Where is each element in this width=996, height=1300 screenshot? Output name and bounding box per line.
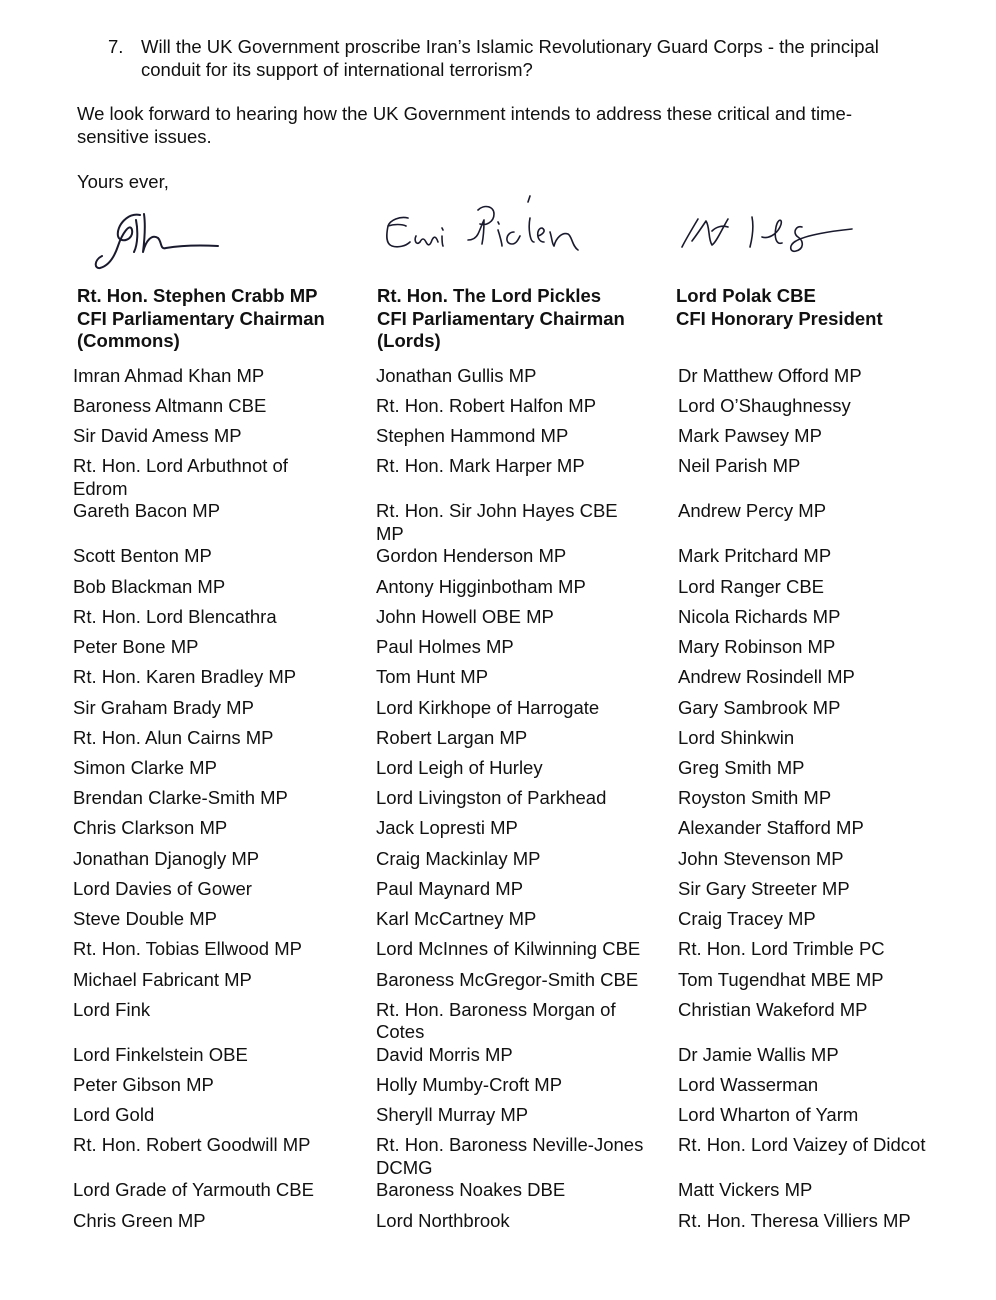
signatory-title: CFI Parliamentary Chairman bbox=[77, 307, 325, 329]
co-signatory-name: Rt. Hon. Lord Blencathra bbox=[73, 606, 277, 627]
co-signatory-name: Dr Jamie Wallis MP bbox=[678, 1044, 839, 1065]
signature-pickles bbox=[380, 190, 595, 270]
co-signatory-name: Holly Mumby-Croft MP bbox=[376, 1074, 563, 1095]
co-signatory-name: Matt Vickers MP bbox=[678, 1179, 813, 1200]
closing-paragraph: We look forward to hearing how the UK Government intends to address these critical and time- sensitive issues. bbox=[77, 103, 852, 147]
co-signatory-name: Lord Davies of Gower bbox=[73, 878, 252, 899]
co-signatory-name: Stephen Hammond MP bbox=[376, 425, 569, 446]
co-signatory-name: Lord Wasserman bbox=[678, 1074, 819, 1095]
co-signatory-name: Rt. Hon. Robert Halfon MP bbox=[376, 395, 597, 416]
co-signatory-name: Rt. Hon. Alun Cairns MP bbox=[73, 727, 274, 748]
co-signatory-name: Sir David Amess MP bbox=[73, 425, 242, 446]
co-signatory-name: Lord Finkelstein OBE bbox=[73, 1044, 248, 1065]
co-signatory-name: Chris Green MP bbox=[73, 1210, 206, 1231]
co-signatory-name: Rt. Hon. Mark Harper MP bbox=[376, 455, 585, 476]
co-signatory-name: Paul Maynard MP bbox=[376, 878, 524, 899]
co-signatory-name: Rt. Hon. Baroness Morgan of bbox=[376, 999, 616, 1020]
co-signatory-name: Simon Clarke MP bbox=[73, 757, 217, 778]
co-signatory-name: Jonathan Djanogly MP bbox=[73, 848, 260, 869]
co-signatory-name: Imran Ahmad Khan MP bbox=[73, 365, 265, 386]
co-signatory-name: Edrom bbox=[73, 478, 128, 499]
co-signatory-name: Lord Grade of Yarmouth CBE bbox=[73, 1179, 314, 1200]
co-signatory-name: John Stevenson MP bbox=[678, 848, 844, 869]
co-signatory-name: Jonathan Gullis MP bbox=[376, 365, 537, 386]
co-signatory-name: Rt. Hon. Sir John Hayes CBE bbox=[376, 500, 618, 521]
signatory-pickles bbox=[377, 285, 625, 353]
co-signatory-name: Rt. Hon. Theresa Villiers MP bbox=[678, 1210, 911, 1231]
question-number: 7. bbox=[108, 36, 124, 57]
co-signatory-name: Lord Shinkwin bbox=[678, 727, 795, 748]
signatory-title: CFI Parliamentary Chairman bbox=[377, 307, 625, 329]
co-signatory-name: Lord Kirkhope of Harrogate bbox=[376, 697, 600, 718]
co-signatory-name: Sheryll Murray MP bbox=[376, 1104, 529, 1125]
co-signatory-name: Chris Clarkson MP bbox=[73, 817, 228, 838]
co-signatory-name: Jack Lopresti MP bbox=[376, 817, 518, 838]
co-signatory-name: Christian Wakeford MP bbox=[678, 999, 868, 1020]
co-signatory-name: Dr Matthew Offord MP bbox=[678, 365, 862, 386]
co-signatory-name: Peter Bone MP bbox=[73, 636, 199, 657]
co-signatory-name: Paul Holmes MP bbox=[376, 636, 514, 657]
co-signatory-name: Greg Smith MP bbox=[678, 757, 805, 778]
co-signatory-name: Royston Smith MP bbox=[678, 787, 832, 808]
co-signatory-name: Lord Northbrook bbox=[376, 1210, 510, 1231]
co-signatory-name: Baroness McGregor-Smith CBE bbox=[376, 969, 639, 990]
co-signatory-name: Brendan Clarke-Smith MP bbox=[73, 787, 288, 808]
co-signatory-name: Karl McCartney MP bbox=[376, 908, 537, 929]
signatory-name: Rt. Hon. The Lord Pickles bbox=[377, 285, 602, 306]
co-signatory-name: Alexander Stafford MP bbox=[678, 817, 864, 838]
co-signatory-name: Steve Double MP bbox=[73, 908, 217, 929]
question-text: Will the UK Government proscribe Iran’s Islamic Revolutionary Guard Corps - the principal conduit for its support of international terrorism? bbox=[141, 36, 879, 80]
co-signatory-name: Lord Livingston of Parkhead bbox=[376, 787, 607, 808]
co-signatory-name: Lord O’Shaughnessy bbox=[678, 395, 851, 416]
co-signatory-name: Craig Mackinlay MP bbox=[376, 848, 541, 869]
co-signatory-name: MP bbox=[376, 523, 404, 544]
co-signatory-name: Antony Higginbotham MP bbox=[376, 576, 586, 597]
co-signatory-name: Lord Wharton of Yarm bbox=[678, 1104, 859, 1125]
co-signatory-name: Gary Sambrook MP bbox=[678, 697, 841, 718]
co-signatory-name: Rt. Hon. Lord Arbuthnot of bbox=[73, 455, 288, 476]
co-signatory-name: Mary Robinson MP bbox=[678, 636, 836, 657]
signature-polak bbox=[672, 205, 872, 265]
co-signatory-name: Rt. Hon. Karen Bradley MP bbox=[73, 666, 297, 687]
co-signatory-name: Sir Gary Streeter MP bbox=[678, 878, 850, 899]
co-signatory-name: Tom Hunt MP bbox=[376, 666, 489, 687]
signoff: Yours ever, bbox=[77, 171, 169, 192]
co-signatory-name: Lord Ranger CBE bbox=[678, 576, 825, 597]
co-signatory-name: Andrew Percy MP bbox=[678, 500, 827, 521]
co-signatory-name: Rt. Hon. Robert Goodwill MP bbox=[73, 1134, 311, 1155]
co-signatory-name: Lord Leigh of Hurley bbox=[376, 757, 543, 778]
signatory-house: (Lords) bbox=[377, 330, 441, 351]
signatory-polak bbox=[676, 285, 883, 330]
co-signatory-name: Sir Graham Brady MP bbox=[73, 697, 254, 718]
co-signatory-name: Gareth Bacon MP bbox=[73, 500, 221, 521]
co-signatory-name: Lord Fink bbox=[73, 999, 151, 1020]
co-signatory-name: DCMG bbox=[376, 1157, 433, 1178]
co-signatory-name: Cotes bbox=[376, 1021, 425, 1042]
signature-crabb bbox=[88, 200, 228, 275]
signatory-name: Lord Polak CBE bbox=[676, 285, 816, 306]
signatory-name: Rt. Hon. Stephen Crabb MP bbox=[77, 285, 318, 306]
co-signatory-name: Nicola Richards MP bbox=[678, 606, 841, 627]
co-signatory-name: Scott Benton MP bbox=[73, 545, 212, 566]
signatory-house: (Commons) bbox=[77, 330, 180, 351]
co-signatory-name: Lord McInnes of Kilwinning CBE bbox=[376, 938, 641, 959]
co-signatory-name: Baroness Altmann CBE bbox=[73, 395, 267, 416]
co-signatory-name: Rt. Hon. Baroness Neville-Jones bbox=[376, 1134, 644, 1155]
co-signatory-name: Lord Gold bbox=[73, 1104, 155, 1125]
co-signatory-name: Craig Tracey MP bbox=[678, 908, 816, 929]
co-signatory-name: Neil Parish MP bbox=[678, 455, 801, 476]
co-signatory-name: Peter Gibson MP bbox=[73, 1074, 214, 1095]
co-signatory-name: Robert Largan MP bbox=[376, 727, 528, 748]
co-signatory-name: Rt. Hon. Lord Trimble PC bbox=[678, 938, 885, 959]
co-signatory-name: Mark Pawsey MP bbox=[678, 425, 822, 446]
signatory-title: CFI Honorary President bbox=[676, 307, 883, 329]
co-signatory-name: Baroness Noakes DBE bbox=[376, 1179, 566, 1200]
co-signatory-name: Bob Blackman MP bbox=[73, 576, 226, 597]
co-signatory-name: Rt. Hon. Tobias Ellwood MP bbox=[73, 938, 302, 959]
co-signatory-name: Rt. Hon. Lord Vaizey of Didcot bbox=[678, 1134, 926, 1155]
signatory-crabb bbox=[77, 285, 325, 353]
co-signatory-name: Andrew Rosindell MP bbox=[678, 666, 855, 687]
co-signatory-name: Gordon Henderson MP bbox=[376, 545, 567, 566]
co-signatory-name: John Howell OBE MP bbox=[376, 606, 554, 627]
co-signatory-name: David Morris MP bbox=[376, 1044, 513, 1065]
co-signatory-name: Tom Tugendhat MBE MP bbox=[678, 969, 884, 990]
co-signatory-name: Mark Pritchard MP bbox=[678, 545, 832, 566]
co-signatory-name: Michael Fabricant MP bbox=[73, 969, 252, 990]
